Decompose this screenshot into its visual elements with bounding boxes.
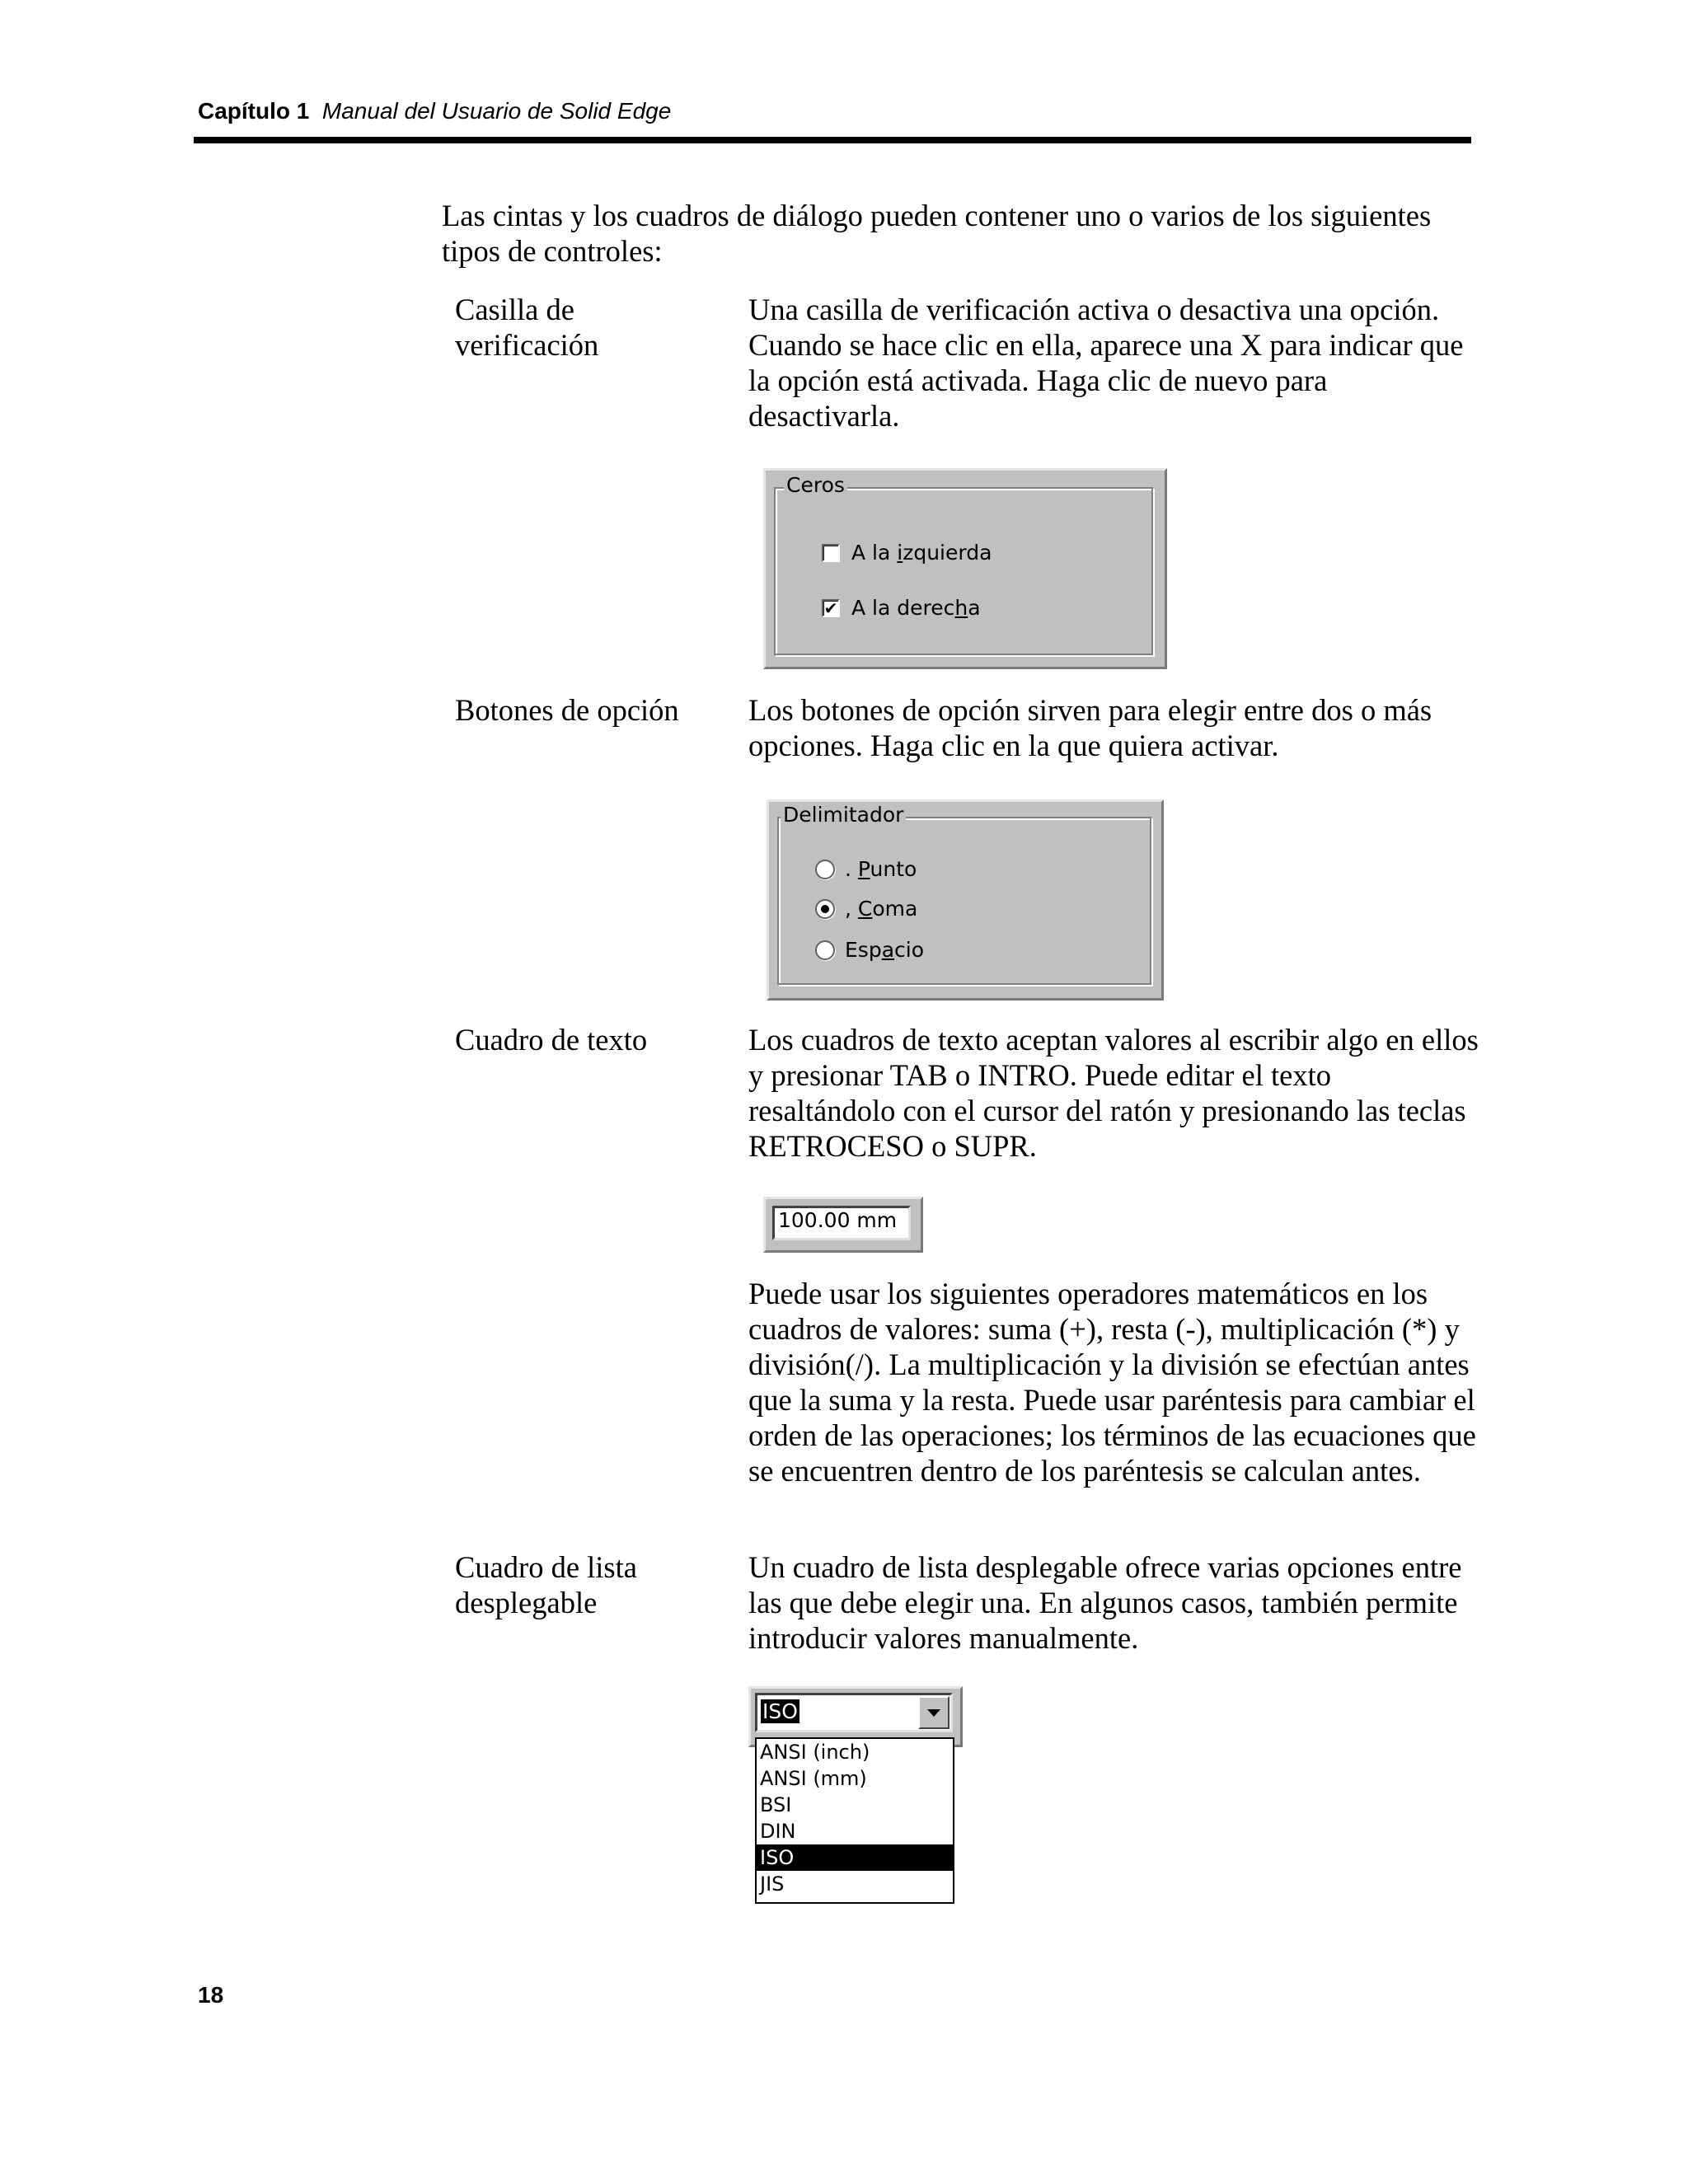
checkbox-derecha-label: A la derecha — [851, 596, 981, 620]
running-header — [198, 98, 671, 124]
desc-radio: Los botones de opción sirven para elegir entre dos o más opciones. Haga clic en la que quiera activar. — [748, 693, 1432, 762]
dropdown-option[interactable]: DIN — [760, 1820, 796, 1843]
ceros-group-label: Ceros — [784, 474, 847, 497]
radio-unselected-icon[interactable] — [815, 940, 835, 960]
checkbox-derecha[interactable] — [822, 597, 981, 620]
term-textbox: Cuadro de texto — [455, 1023, 648, 1057]
header-rule — [194, 137, 1471, 143]
radio-espacio[interactable] — [815, 939, 924, 962]
value-text: 100.00 mm — [778, 1208, 898, 1232]
dropdown-arrow-button[interactable] — [918, 1696, 950, 1729]
checkbox-izquierda-label: A la izquierda — [851, 541, 992, 565]
chevron-down-icon — [927, 1709, 940, 1717]
term-dropdown: Cuadro de lista desplegable — [455, 1550, 637, 1619]
dropdown-option[interactable]: ANSI (mm) — [760, 1767, 867, 1790]
radio-punto[interactable] — [815, 858, 917, 881]
radio-dialog-figure — [767, 799, 1164, 1001]
radio-coma[interactable] — [815, 898, 917, 921]
radio-unselected-icon[interactable] — [815, 860, 835, 879]
dropdown-option[interactable]: ANSI (inch) — [760, 1741, 870, 1764]
ceros-groupbox — [774, 487, 1153, 655]
textbox-figure — [763, 1197, 923, 1253]
checkbox-unchecked-icon[interactable] — [822, 544, 840, 562]
page-number: 18 — [198, 1982, 224, 2008]
radio-espacio-label: Espacio — [845, 938, 925, 962]
desc-textbox: Los cuadros de texto aceptan valores al escribir algo en ellos y presionar TAB o INTRO. Puede editar el texto resaltándolo con el cursor del ratón y presionando las teclas RETROCESO o SUPR. — [748, 1023, 1479, 1163]
dropdown-list — [755, 1737, 954, 1904]
checkbox-checked-icon[interactable]: ✔ — [822, 599, 840, 617]
intro-paragraph: Las cintas y los cuadros de diálogo pueden contener uno o varios de los siguientes tipos de controles: — [442, 199, 1432, 268]
radio-coma-label: , Coma — [845, 897, 918, 921]
value-textbox[interactable] — [772, 1206, 911, 1240]
radio-selected-icon[interactable] — [815, 899, 835, 919]
radio-punto-label: . Punto — [845, 857, 917, 881]
desc-dropdown: Un cuadro de lista desplegable ofrece varias opciones entre las que debe elegir una. En algunos casos, también permite introducir valores manualmente. — [748, 1550, 1462, 1655]
term-radio: Botones de opción — [455, 693, 679, 727]
term-checkbox: Casilla de verificación — [455, 293, 599, 362]
dropdown-selected-value: ISO — [762, 1699, 798, 1723]
checkbox-izquierda[interactable] — [822, 541, 992, 565]
chapter-label: Capítulo 1 — [198, 98, 310, 124]
delimitador-group-label: Delimitador — [781, 804, 906, 827]
operators-paragraph: Puede usar los siguientes operadores matemáticos en los cuadros de valores: suma (+), resta (-), multiplicación (*) y división(/). La multiplicación y la división se efectúan antes que la suma y la resta. Puede usar paréntesis para cambiar el orden de las operaciones; los términos de las ecuaciones que se encuentren dentro de los paréntesis se calculan antes. — [748, 1277, 1476, 1488]
manual-title: Manual del Usuario de Solid Edge — [321, 98, 672, 124]
dropdown-option-selected[interactable]: ISO — [757, 1844, 953, 1871]
desc-checkbox: Una casilla de verificación activa o desactiva una opción. Cuando se hace clic en ella, aparece una X para indicar que la opción está activada. Haga clic de nuevo para desactivarla. — [748, 293, 1464, 433]
dropdown-option[interactable]: JIS — [760, 1872, 785, 1896]
dropdown-option[interactable]: BSI — [760, 1793, 792, 1816]
checkbox-dialog-figure — [763, 468, 1167, 669]
